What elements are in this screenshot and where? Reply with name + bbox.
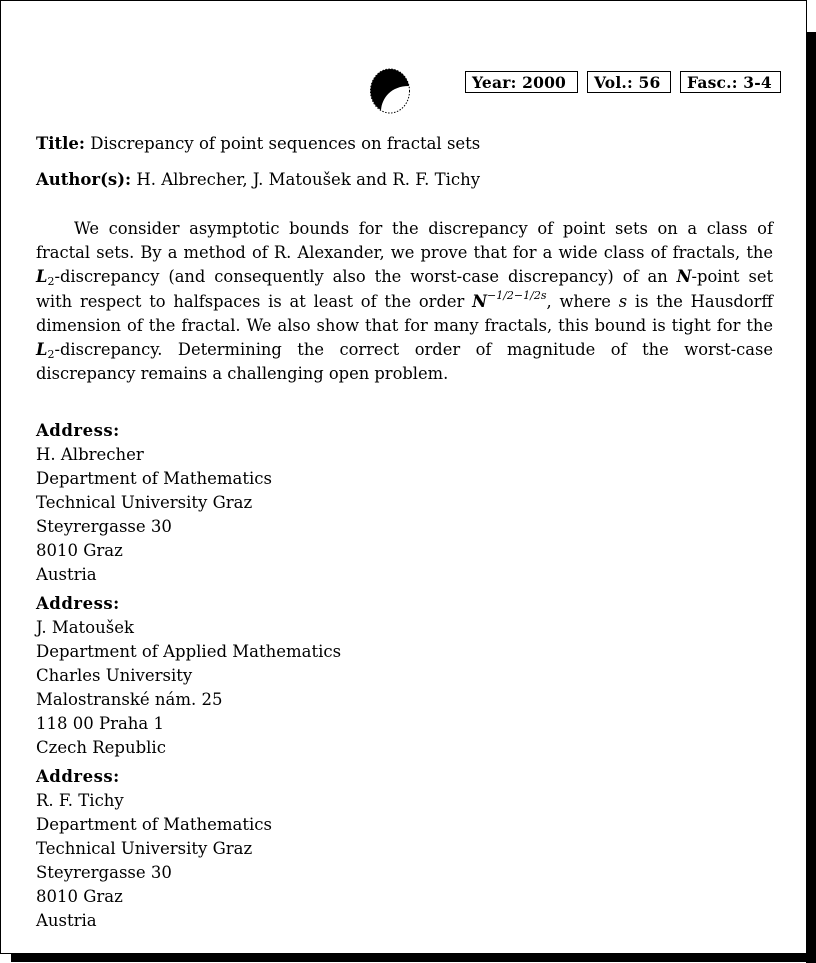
address-line: Czech Republic	[36, 738, 166, 757]
abstract-text: , where	[546, 291, 619, 311]
address-line: Department of Applied Mathematics	[36, 642, 342, 661]
address-line: Steyrergasse 30	[36, 517, 172, 536]
abstract-text: -discrepancy. Determining the correct order of magnitude of the worst-case discrepancy remains a challenging open problem.	[36, 340, 773, 384]
address-line: Department of Mathematics	[36, 815, 272, 834]
address-line: H. Albrecher	[36, 445, 144, 464]
math-l: L	[36, 267, 48, 287]
page-shadow-right	[806, 32, 816, 963]
address-line: Malostranské nám. 25	[36, 690, 223, 709]
address-line: 8010 Graz	[36, 541, 123, 560]
address-line: 118 00 Praha 1	[36, 714, 165, 733]
article-authors: H. Albrecher, J. Matoušek and R. F. Tichy	[136, 170, 481, 189]
address-line: Technical University Graz	[36, 839, 253, 858]
math-n: N	[472, 291, 487, 311]
math-exponent: −1/2−1/2s	[486, 288, 547, 302]
address-label: Address:	[36, 767, 120, 786]
abstract	[36, 217, 773, 386]
address-line: 8010 Graz	[36, 887, 123, 906]
addresses	[36, 419, 341, 938]
address-line: Steyrergasse 30	[36, 863, 172, 882]
math-subscript: 2	[47, 275, 55, 289]
authors-line	[36, 170, 480, 189]
abstract-text: We consider asymptotic bounds for the discrepancy of point sets on a class of fractal sets. By a method of R. Alexander, we prove that for a wide class of fractals, the	[36, 219, 773, 263]
address-line: J. Matoušek	[36, 618, 134, 637]
title-label: Title:	[36, 134, 86, 153]
address-line: Charles University	[36, 666, 193, 685]
address-line: Technical University Graz	[36, 493, 253, 512]
address-block	[36, 765, 341, 933]
math-l: L	[36, 340, 48, 360]
page-shadow-bottom	[11, 953, 816, 962]
address-label: Address:	[36, 594, 120, 613]
address-line: Department of Mathematics	[36, 469, 272, 488]
abstract-text: -discrepancy (and consequently also the worst-case discrepancy) of an	[54, 267, 677, 287]
math-n: N	[676, 267, 692, 287]
address-line: Austria	[36, 565, 97, 584]
abstract-text: -point set with respect to halfspaces is at least of the order	[36, 267, 773, 311]
math-s: s	[618, 291, 628, 311]
address-line: R. F. Tichy	[36, 791, 124, 810]
journal-logo-icon	[369, 68, 411, 114]
math-subscript: 2	[47, 348, 55, 362]
year-badge: Year: 2000	[465, 71, 578, 93]
address-block	[36, 592, 341, 760]
abstract-text: is the Hausdorff dimension of the fractal. We also show that for many fractals, this bound is tight for the	[36, 291, 773, 335]
title-line	[36, 134, 480, 153]
address-line: Austria	[36, 911, 97, 930]
volume-badge: Vol.: 56	[587, 71, 671, 93]
address-block	[36, 419, 341, 587]
address-label: Address:	[36, 421, 120, 440]
fascicle-badge: Fasc.: 3-4	[680, 71, 781, 93]
article-title: Discrepancy of point sequences on fractal sets	[90, 134, 481, 153]
authors-label: Author(s):	[36, 170, 132, 189]
